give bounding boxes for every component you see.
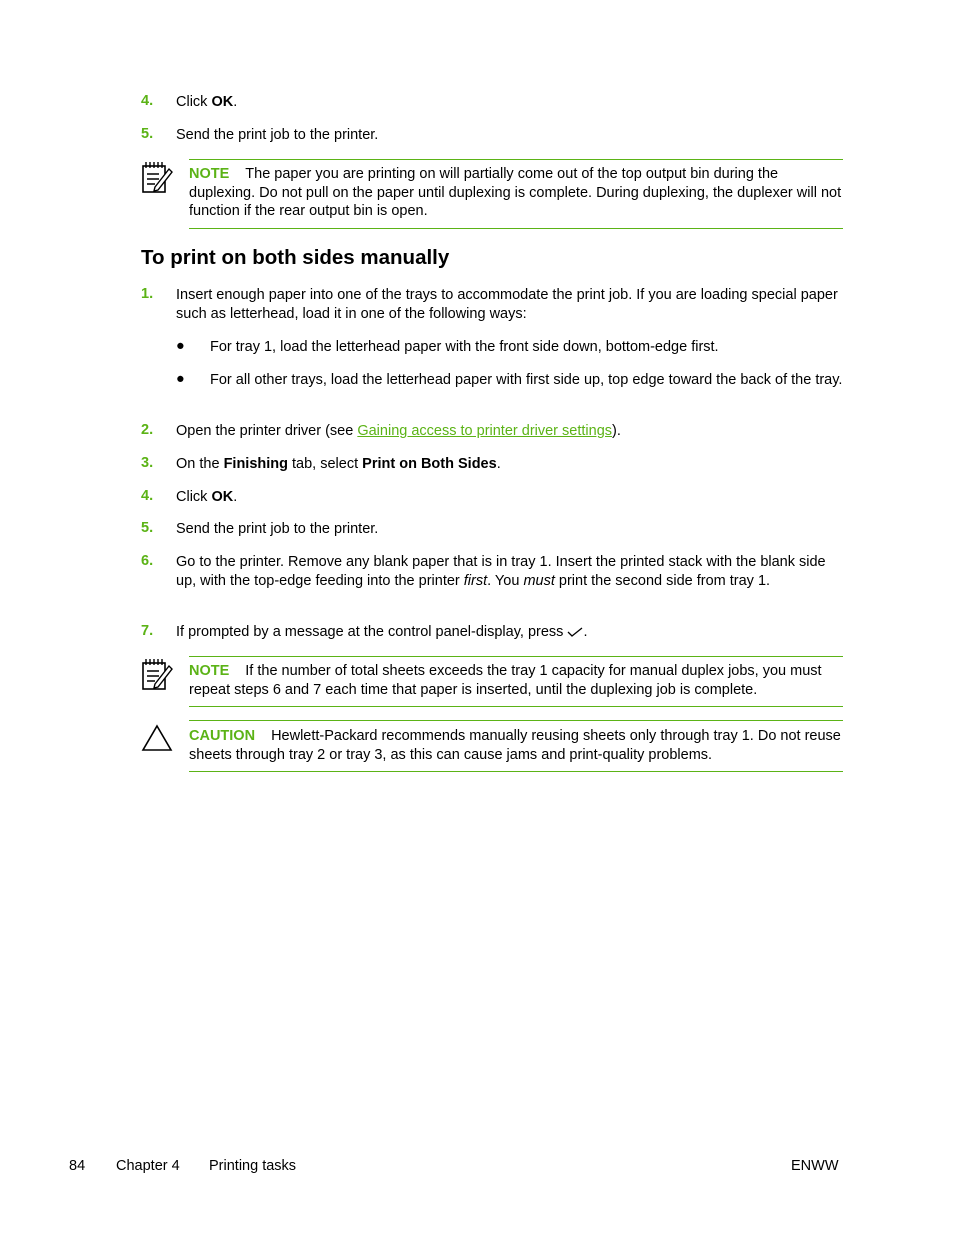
step-text: On the Finishing tab, select Print on Both Sides. [176, 456, 501, 472]
caution-rule-top [189, 720, 843, 721]
step-number: 5. [141, 520, 154, 536]
note-body: NOTE If the number of total sheets exceeds the tray 1 capacity for manual duplex jobs, you must repeat steps 6 and 7 each time that paper is inserted, until the duplexing job is complete. [189, 663, 822, 698]
note-label: NOTE [189, 663, 230, 679]
footer-section: Printing tasks [209, 1158, 297, 1174]
step-text: Send the print job to the printer. [176, 521, 379, 537]
bullet-mark: ● [176, 371, 185, 387]
step-text: Insert enough paper into one of the trays to accommodate the print job. If you are loading special paper such as letterhead, load it in one of the following ways: [176, 287, 838, 322]
note-body: NOTE The paper you are printing on will partially come out of the top output bin during the duplexing. Do not pull on the paper until duplexing is complete. During duplexing, the duplexer will not function if the rear output bin is open. [189, 166, 842, 220]
note-rule-bottom [189, 706, 843, 707]
note-rule-top [189, 656, 843, 657]
step-number: 6. [141, 553, 154, 569]
note-rule-top [189, 159, 843, 160]
step-text: Click OK. [176, 489, 238, 505]
note-rule-bottom [189, 228, 843, 229]
step-number: 4. [141, 488, 154, 504]
driver-settings-link[interactable]: Gaining access to printer driver settings [357, 423, 613, 439]
caution-rule-bottom [189, 771, 843, 772]
bullet-mark: ● [176, 338, 185, 354]
step-number: 7. [141, 623, 154, 639]
step-text: Send the print job to the printer. [176, 127, 379, 143]
footer-right: ENWW [791, 1158, 839, 1174]
footer-chapter: Chapter 4 [116, 1158, 180, 1174]
page-number: 84 [69, 1158, 86, 1174]
step-text: If prompted by a message at the control panel-display, press . [176, 623, 844, 643]
step-text: Go to the printer. Remove any blank paper that is in tray 1. Insert the printed stack with the blank side up, with the top-edge feeding into the printer first. You must print the second side from tray 1. [176, 554, 826, 589]
step-text: Click OK. [176, 94, 238, 110]
note-icon [141, 657, 173, 695]
bullet-text: For all other trays, load the letterhead paper with first side up, top edge toward the back of the tray. [210, 372, 843, 388]
bullet-text: For tray 1, load the letterhead paper with the front side down, bottom-edge first. [210, 339, 719, 355]
caution-body: CAUTION Hewlett-Packard recommends manually reusing sheets only through tray 1. Do not reuse sheets through tray 2 or tray 3, as this can cause jams and print-quality problems. [189, 728, 841, 763]
checkmark-icon [567, 624, 583, 643]
step-number: 2. [141, 422, 154, 438]
step-number: 3. [141, 455, 154, 471]
step-number: 4. [141, 93, 154, 109]
caution-triangle-icon [141, 724, 173, 756]
step-number: 1. [141, 286, 154, 302]
caution-label: CAUTION [189, 728, 256, 744]
note-icon [141, 160, 173, 198]
note-label: NOTE [189, 166, 230, 182]
section-heading: To print on both sides manually [141, 246, 450, 269]
step-text: Open the printer driver (see Gaining access to printer driver settings). [176, 423, 621, 439]
step-number: 5. [141, 126, 154, 142]
